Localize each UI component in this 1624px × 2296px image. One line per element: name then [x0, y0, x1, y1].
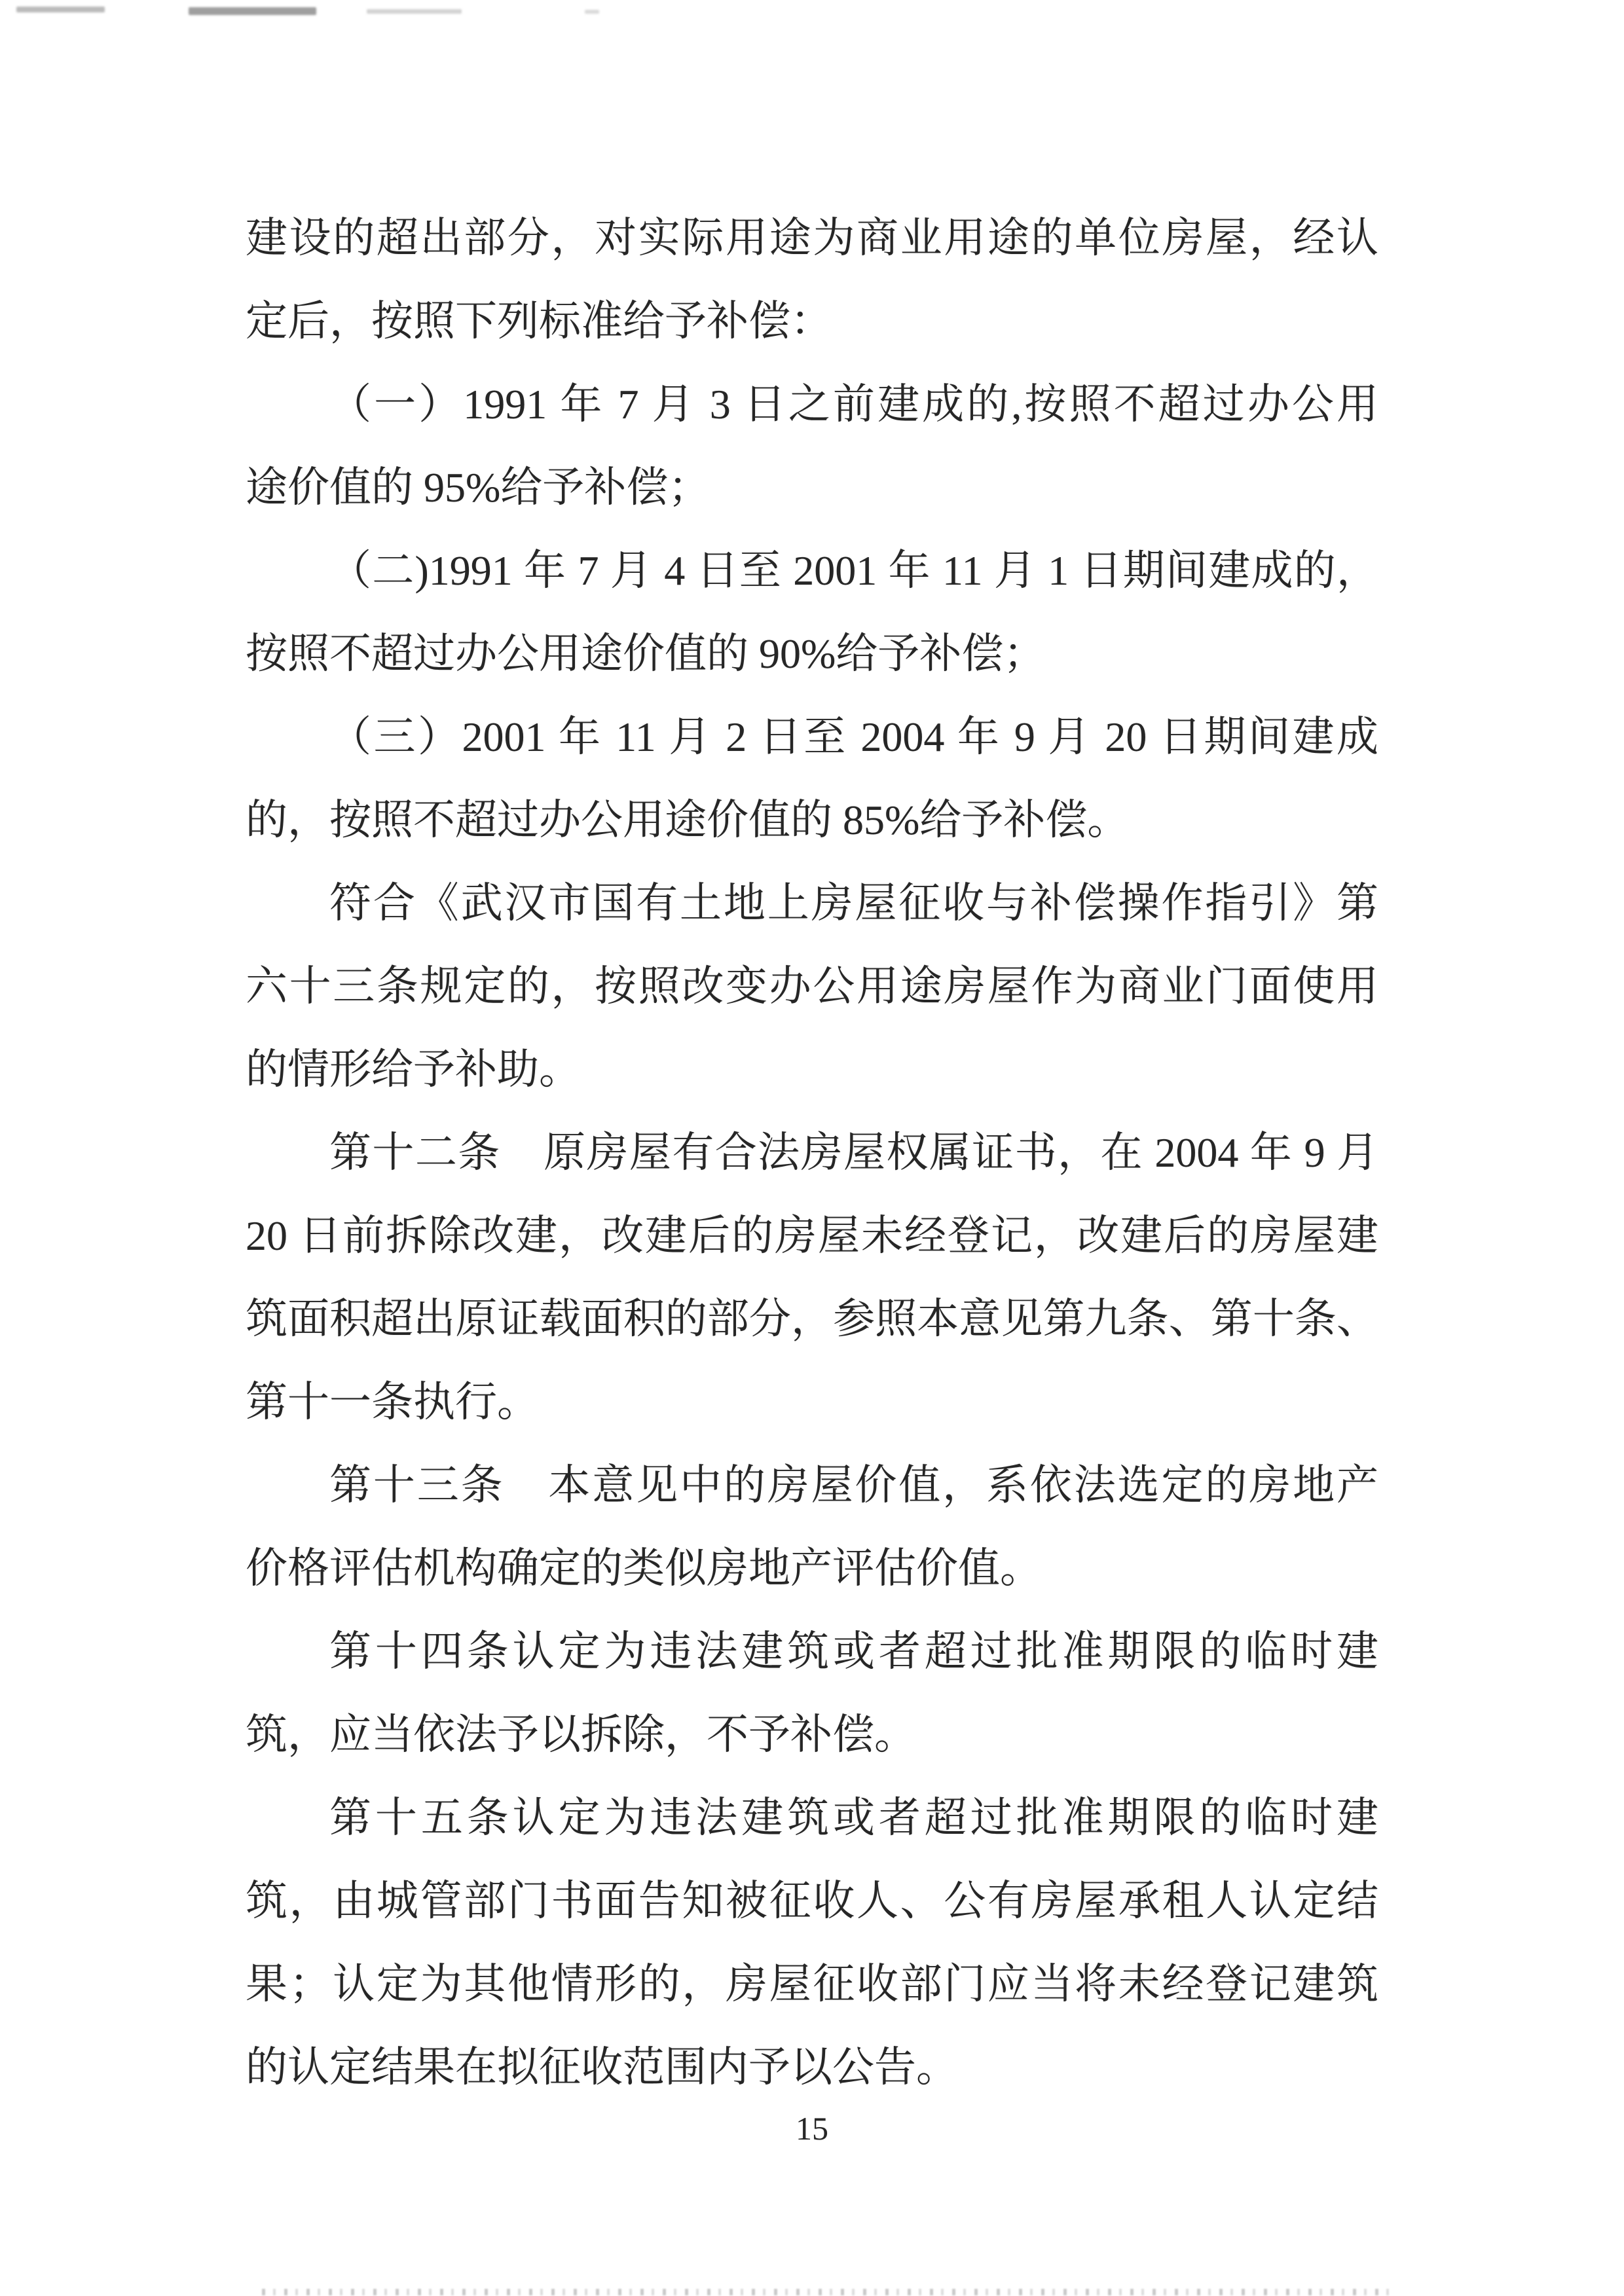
text-line: 第十四条认定为违法建筑或者超过批准期限的临时建: [329, 1628, 1378, 1675]
text-line: 定后，按照下列标准给予补偿：: [246, 298, 832, 344]
scan-artifact-top: [367, 9, 462, 14]
text-line: 果；认定为其他情形的，房屋征收部门应当将未经登记建筑: [246, 1961, 1378, 2007]
text-line: 六十三条规定的，按照改变办公用途房屋作为商业门面使用: [246, 963, 1378, 1010]
text-line: 筑面积超出原证载面积的部分，参照本意见第九条、第十条、: [246, 1296, 1378, 1342]
text-line: （三）2001 年 11 月 2 日至 2004 年 9 月 20 日期间建成: [329, 714, 1378, 760]
text-line: 的，按照不超过办公用途价值的 85%给予补偿。: [246, 797, 1130, 843]
text-line: 的认定结果在拟征收范围内予以公告。: [246, 2044, 958, 2090]
text-line: 第十二条 原房屋有合法房屋权属证书，在 2004 年 9 月: [329, 1129, 1378, 1176]
text-line: 的情形给予补助。: [246, 1046, 581, 1093]
text-line: （一）1991 年 7 月 3 日之前建成的,按照不超过办公用: [329, 381, 1378, 428]
text-line: 20 日前拆除改建，改建后的房屋未经登记，改建后的房屋建: [246, 1212, 1378, 1259]
text-line: 建设的超出部分，对实际用途为商业用途的单位房屋，经认: [246, 215, 1378, 261]
page-number: 15: [796, 2110, 828, 2147]
text-line: 按照不超过办公用途价值的 90%给予补偿；: [246, 630, 1046, 677]
text-line: 第十五条认定为违法建筑或者超过批准期限的临时建: [329, 1795, 1378, 1841]
text-line: 价格评估机构确定的类似房地产评估价值。: [246, 1545, 1042, 1592]
text-block: [246, 196, 1378, 2109]
scan-artifact-bottom-bleed: [262, 2289, 1397, 2295]
text-line: 筑，由城管部门书面告知被征收人、公有房屋承租人认定结: [246, 1878, 1378, 1924]
text-line: 第十一条执行。: [246, 1379, 539, 1425]
text-line: 符合《武汉市国有土地上房屋征收与补偿操作指引》第: [329, 880, 1378, 926]
text-line: 第十三条 本意见中的房屋价值，系依法选定的房地产: [329, 1462, 1378, 1508]
scan-artifact-top: [16, 7, 105, 12]
text-line: 筑，应当依法予以拆除，不予补偿。: [246, 1711, 916, 1758]
text-line: 途价值的 95%给予补偿；: [246, 464, 710, 511]
text-line: （二)1991 年 7 月 4 日至 2001 年 11 月 1 日期间建成的，: [329, 547, 1378, 594]
scan-artifact-top: [189, 7, 316, 15]
scan-artifact-top: [585, 10, 599, 14]
